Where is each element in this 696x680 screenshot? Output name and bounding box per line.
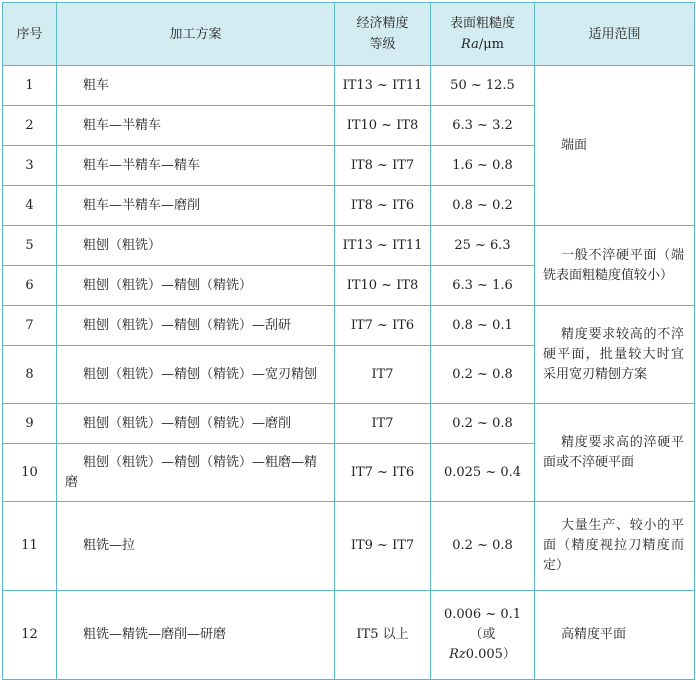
- table-row: [3, 502, 695, 591]
- row-roughness: 6.3 ~ 3.2: [431, 106, 535, 146]
- scope-cell: 端面: [535, 66, 695, 226]
- row-roughness: 0.2 ~ 0.8: [431, 404, 535, 444]
- row-number: 1: [3, 66, 57, 106]
- row-grade: IT9 ~ IT7: [335, 502, 431, 591]
- row-plan: 粗刨（粗铣）—精刨（精铣）—宽刃精刨: [57, 346, 335, 404]
- row-roughness: 6.3 ~ 1.6: [431, 266, 535, 306]
- header-grade-line1: 经济精度: [356, 16, 409, 31]
- header-seq: 序号: [3, 3, 57, 66]
- row-grade: IT5 以上: [335, 591, 431, 680]
- row-plan: 粗刨（粗铣）—精刨（精铣）: [57, 266, 335, 306]
- row-number: 3: [3, 146, 57, 186]
- table-row: [3, 226, 695, 266]
- row-roughness: [431, 591, 535, 680]
- header-roughness-unit-rest: /μm: [478, 37, 504, 52]
- row-grade: IT10 ~ IT8: [335, 106, 431, 146]
- header-roughness: [431, 3, 535, 66]
- row-number: 7: [3, 306, 57, 346]
- table-row: [3, 306, 695, 346]
- scope-cell: 精度要求较高的不淬硬平面，批量较大时宜采用宽刃精刨方案: [535, 306, 695, 404]
- roughness-line3-italic: Rz: [449, 647, 466, 662]
- row-number: 2: [3, 106, 57, 146]
- row-number: 5: [3, 226, 57, 266]
- row-plan: 粗车: [57, 66, 335, 106]
- row-plan: 粗刨（粗铣）: [57, 226, 335, 266]
- row-grade: IT10 ~ IT8: [335, 266, 431, 306]
- header-scope: 适用范围: [535, 3, 695, 66]
- row-roughness: 0.2 ~ 0.8: [431, 502, 535, 591]
- table-header-row: [3, 3, 695, 66]
- row-roughness: 0.8 ~ 0.2: [431, 186, 535, 226]
- row-number: 11: [3, 502, 57, 591]
- scope-cell: 高精度平面: [535, 591, 695, 680]
- row-roughness: 0.8 ~ 0.1: [431, 306, 535, 346]
- row-plan: 粗车—半精车: [57, 106, 335, 146]
- row-number: 4: [3, 186, 57, 226]
- scope-cell: 一般不淬硬平面（端铣表面粗糙度值较小）: [535, 226, 695, 306]
- row-plan: 粗车—半精车—磨削: [57, 186, 335, 226]
- row-plan: 粗刨（粗铣）—精刨（精铣）—刮研: [57, 306, 335, 346]
- row-plan: 粗刨（粗铣）—精刨（精铣）—磨削: [57, 404, 335, 444]
- row-number: 9: [3, 404, 57, 444]
- row-grade: IT7: [335, 346, 431, 404]
- header-plan: 加工方案: [57, 3, 335, 66]
- header-grade: [335, 3, 431, 66]
- row-plan: 粗铣—拉: [57, 502, 335, 591]
- row-grade: IT8 ~ IT7: [335, 146, 431, 186]
- row-grade: IT7 ~ IT6: [335, 444, 431, 502]
- row-roughness: 50 ~ 12.5: [431, 66, 535, 106]
- header-roughness-line1: 表面粗糙度: [449, 16, 515, 31]
- row-grade: IT13 ~ IT11: [335, 226, 431, 266]
- row-roughness: 0.2 ~ 0.8: [431, 346, 535, 404]
- row-plan: 粗车—半精车—精车: [57, 146, 335, 186]
- row-grade: IT8 ~ IT6: [335, 186, 431, 226]
- row-grade: IT7: [335, 404, 431, 444]
- header-grade-line2: 等级: [369, 37, 396, 52]
- row-plan: 粗铣—精铣—磨削—研磨: [57, 591, 335, 680]
- row-number: 10: [3, 444, 57, 502]
- scope-cell: 精度要求高的淬硬平面或不淬硬平面: [535, 404, 695, 502]
- row-plan: 粗刨（粗铣）—精刨（精铣）—粗磨—精磨: [57, 444, 335, 502]
- row-number: 6: [3, 266, 57, 306]
- roughness-line3-rest: 0.005）: [465, 647, 516, 662]
- table-row: [3, 404, 695, 444]
- row-grade: IT13 ~ IT11: [335, 66, 431, 106]
- row-number: 8: [3, 346, 57, 404]
- machining-plans-table: [2, 2, 695, 680]
- table-row: [3, 591, 695, 680]
- header-roughness-unit-italic: Ra: [461, 37, 479, 52]
- row-roughness: 25 ~ 6.3: [431, 226, 535, 266]
- machining-table-container: [2, 2, 694, 677]
- roughness-line1: 0.006 ~ 0.1: [443, 607, 522, 622]
- scope-cell: 大量生产、较小的平面（精度视拉刀精度而定）: [535, 502, 695, 591]
- roughness-line2: （或: [469, 627, 496, 642]
- table-row: [3, 66, 695, 106]
- row-number: 12: [3, 591, 57, 680]
- row-roughness: 0.025 ~ 0.4: [431, 444, 535, 502]
- row-roughness: 1.6 ~ 0.8: [431, 146, 535, 186]
- row-grade: IT7 ~ IT6: [335, 306, 431, 346]
